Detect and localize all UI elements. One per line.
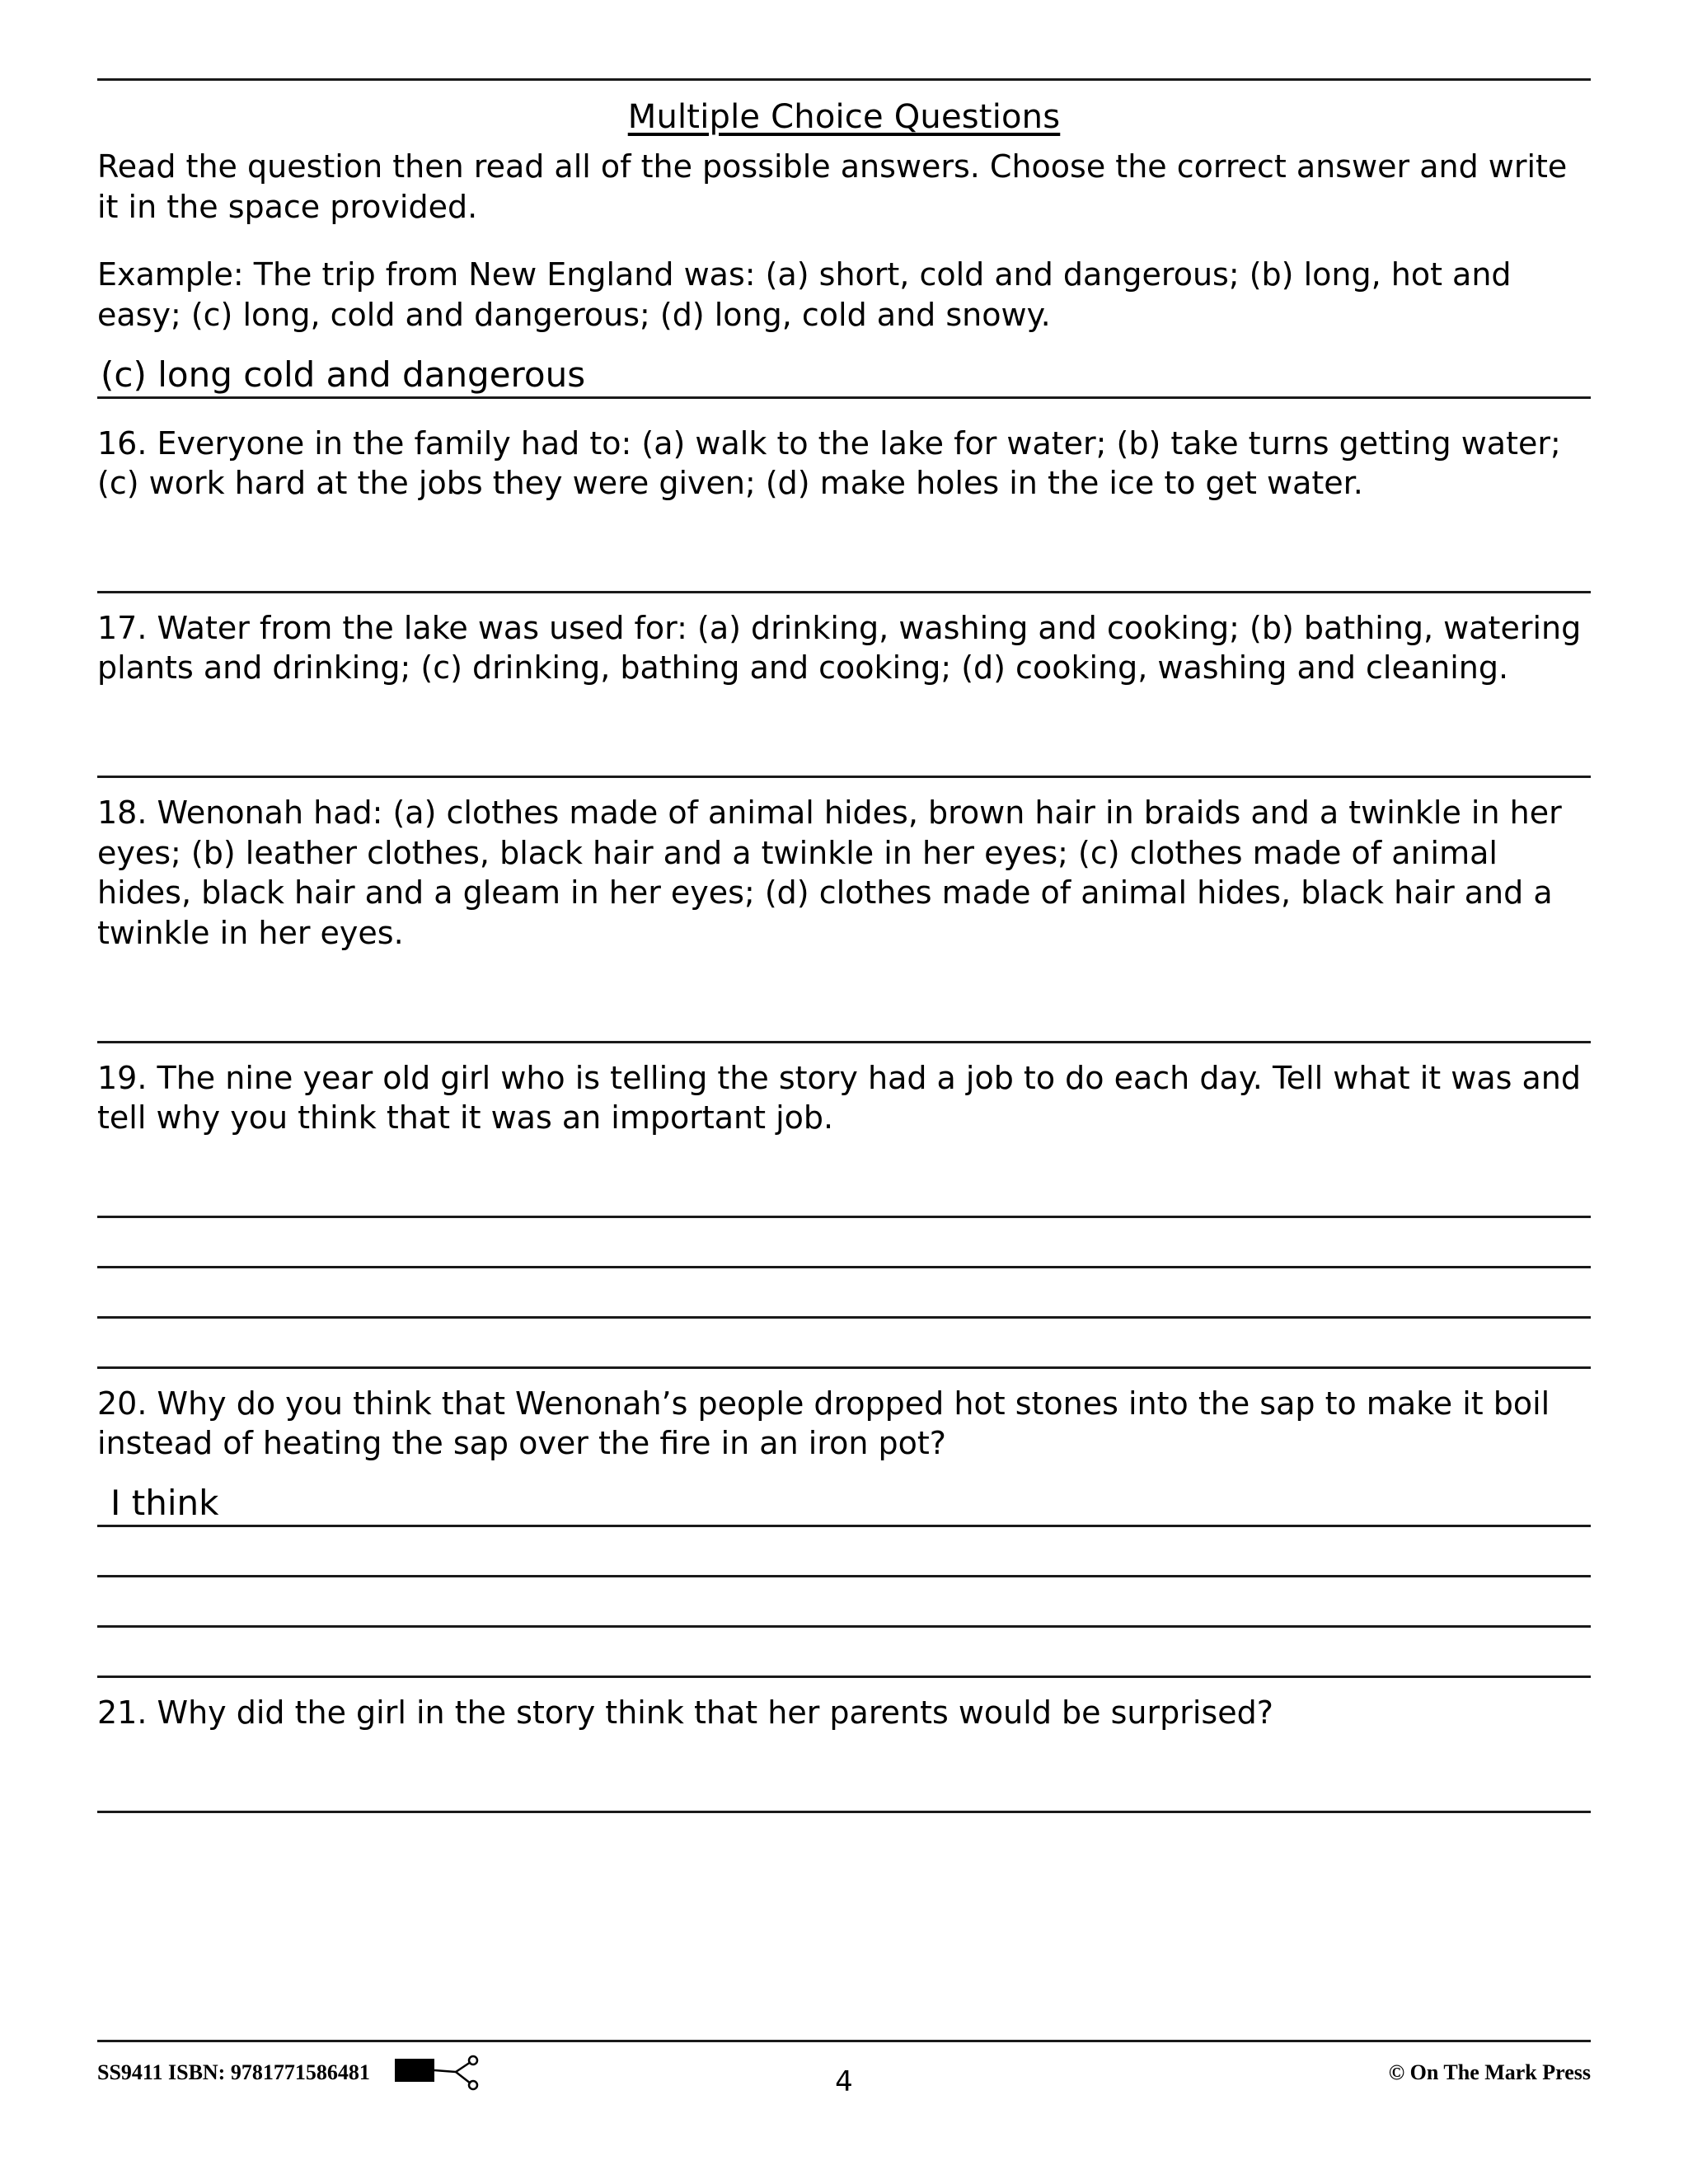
example-answer-text: (c) long cold and dangerous (101, 354, 586, 395)
answer-blank-17[interactable] (97, 726, 1591, 778)
answer-blank-20-line-3[interactable] (97, 1577, 1591, 1628)
example-text: Example: The trip from New England was: (a) short, cold and dangerous; (b) long, hot and easy; (c) long, cold and dangerous; (d) long, cold and snowy. (97, 256, 1512, 333)
question-text-21: 21. Why did the girl in the story think that her parents would be surprised? (97, 1694, 1273, 1732)
section-title: Multiple Choice Questions (627, 98, 1061, 136)
worksheet-body (97, 78, 1591, 1813)
example-answer-rule (97, 396, 1591, 399)
answer-blank-19-line-4[interactable] (97, 1319, 1591, 1369)
question-text-20: 20. Why do you think that Wenonah’s people dropped hot stones into the sap to make it boil instead of heating the sap over the fire in an iron pot? (97, 1385, 1550, 1462)
question-block-21 (97, 1693, 1591, 1813)
footer-left-group (97, 2054, 482, 2092)
answer-blank-21-line-1[interactable] (97, 1763, 1591, 1813)
question-text-19: 19. The nine year old girl who is telling the story had a job to do each day. Tell what it was and tell why you think that it was an important job. (97, 1059, 1581, 1137)
footer-code: SS9411 ISBN: 9781771586481 (97, 2060, 370, 2084)
question-block-20 (97, 1384, 1591, 1678)
question-text-16: 16. Everyone in the family had to: (a) walk to the lake for water; (b) take turns getting water; (c) work hard at the jobs they were given; (d) make holes in the ice to get water. (97, 424, 1561, 502)
page-footer (97, 2040, 1591, 2098)
scissors-icon (392, 2054, 482, 2092)
instructions-text: Read the question then read all of the possible answers. Choose the correct answer and write it in the space provided. (97, 148, 1568, 225)
answer-blank-20-line-1 (97, 1525, 1591, 1527)
footer-copyright: © On The Mark Press (1388, 2060, 1591, 2084)
answer-text-20: I think (110, 1483, 219, 1524)
answer-blank-19-line-2[interactable] (97, 1218, 1591, 1268)
footer-divider (97, 2040, 1591, 2042)
question-block-18 (97, 793, 1591, 1043)
example-answer-line (97, 354, 1591, 399)
question-text-17: 17. Water from the lake was used for: (a) drinking, washing and cooking; (b) bathing, watering plants and drinking; (c) drinking, bathing and cooking; (d) cooking, washing and cleaning. (97, 609, 1582, 687)
answer-line-20[interactable] (97, 1485, 1591, 1527)
answer-blank-20-line-4[interactable] (97, 1628, 1591, 1678)
top-divider (97, 78, 1591, 81)
question-block-17 (97, 608, 1591, 778)
question-block-16 (97, 424, 1591, 593)
page-number: 4 (835, 2065, 853, 2098)
answer-blank-18[interactable] (97, 991, 1591, 1043)
answer-blank-20-line-2[interactable] (97, 1527, 1591, 1577)
answer-blank-19-line-3[interactable] (97, 1268, 1591, 1319)
answer-blank-19-line-1[interactable] (97, 1168, 1591, 1218)
question-text-18: 18. Wenonah had: (a) clothes made of animal hides, brown hair in braids and a twinkle in her eyes; (b) leather clothes, black hair and a twinkle in her eyes; (c) clothes made of animal hides, black hair and a gleam in her eyes; (d) clothes made of animal hides, black hair and a twinkle in her eyes. (97, 794, 1562, 951)
answer-blank-16[interactable] (97, 541, 1591, 593)
question-block-19 (97, 1058, 1591, 1369)
